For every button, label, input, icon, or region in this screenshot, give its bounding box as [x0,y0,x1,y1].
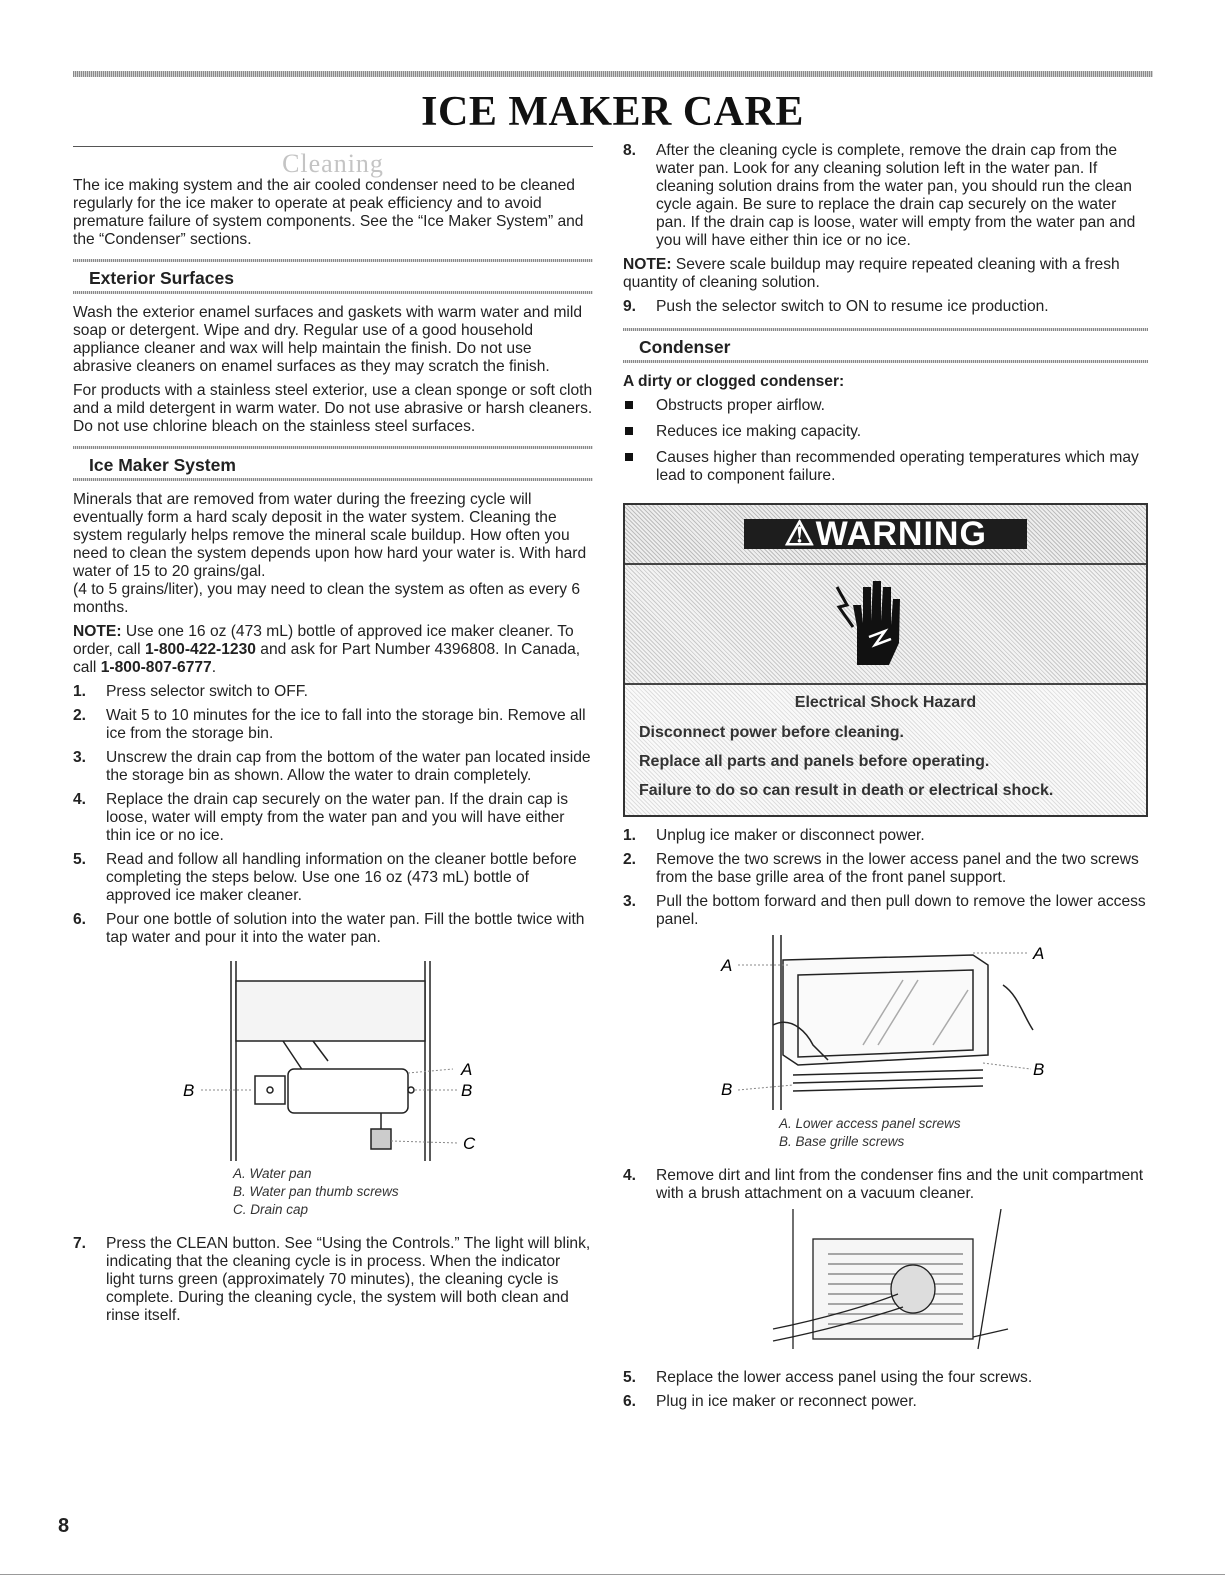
list-item [623,298,1148,316]
cleaning-steps-continued [73,1235,593,1325]
cleaning-intro: The ice making system and the air cooled condenser need to be cleaned regularly for the ice maker to operate at peak efficiency and to avoid premature failure of system components. See the “Ice Maker System” and the “Condenser” sections. [73,177,584,248]
warning-body [625,685,1146,815]
water-pan-figure [73,961,593,1163]
condenser-lead-text: A dirty or clogged condenser: [623,373,845,390]
step-number: 2. [623,851,637,868]
step-number: 5. [623,1369,637,1386]
step-text: Plug in ice maker or reconnect power. [656,1393,917,1410]
warning-title [744,515,1027,553]
exterior-surfaces-heading: Exterior Surfaces [89,268,234,288]
warning-header [625,505,1146,565]
list-item [73,1235,593,1325]
cleaning-steps-right [623,142,1148,250]
condenser-vacuum-figure [623,1209,1148,1359]
step-text: Press the CLEAN button. See “Using the Controls.” The light will blink, indicating that the cleaning cycle is in process. When the indicator light turns green (approximately 70 minutes), the cleaning cycle is complete. During the cleaning cycle, the system will both clean and rinse itself. [106,1235,591,1324]
condenser-lead [623,373,1148,391]
ice-maker-system-heading: Ice Maker System [89,455,236,475]
warning-title-text: WARNING [815,515,987,553]
warning-line: Replace all parts and panels before operating. [639,753,990,770]
step-text: Remove dirt and lint from the condenser fins and the unit compartment with a brush attachment on a vacuum cleaner. [656,1167,1144,1202]
list-item [623,1393,1148,1411]
note-label: NOTE: [73,623,122,640]
step-number: 4. [623,1167,637,1184]
step-number: 1. [623,827,637,844]
bullet-text: Obstructs proper airflow. [656,397,825,414]
condenser-vacuum-illustration [623,1209,1148,1359]
step-text: After the cleaning cycle is complete, remove the drain cap from the water pan. Look for any cleaning solution left in the water pan. If cleaning solution drains from the water pan, you should run the clean cycle again. Be sure to replace the drain cap securely on the water pan. If the drain cap is loose, water will empty from the water pan and you will have either thin ice or no ice. [656,142,1136,249]
step-number: 6. [73,911,87,928]
step-text: Read and follow all handling information on the cleaner bottle before completing the steps below. Use one 16 oz (473 mL) bottle of approved ice maker cleaner. [106,851,577,904]
access-panel-captions [623,1115,1148,1151]
condenser-bullets [623,397,1148,485]
caption: B. Water pan thumb screws [233,1184,399,1199]
exterior-paragraph-1: Wash the exterior enamel surfaces and gaskets with warm water and mild soap or detergent. Wipe and dry. Regular use of a good household appliance cleaner and wax will help maintain the finish. Do not use abrasive cleaners on enamel surfaces as they may scratch the finish. [73,304,583,375]
step-number: 6. [623,1393,637,1410]
condenser-steps-final [623,1369,1148,1411]
step-number: 2. [73,707,87,724]
access-panel-figure [623,935,1148,1115]
label-b-right: B [1033,1060,1045,1079]
list-item [73,791,593,845]
header-rule [73,71,1153,77]
caption: C. Drain cap [233,1202,309,1217]
step-text: Wait 5 to 10 minutes for the ice to fall into the storage bin. Remove all ice from the storage bin. [106,707,586,742]
step-number: 3. [623,893,637,910]
step-text: Remove the two screws in the lower access panel and the two screws from the base grille area of the front panel support. [656,851,1139,886]
step-text: Unplug ice maker or disconnect power. [656,827,925,844]
water-pan-illustration [73,961,593,1163]
step-number: 3. [73,749,87,766]
note-text-b: and ask for Part Number 4396808. In Canada, call [73,641,581,676]
list-item [73,911,593,947]
label-a-right: A [1033,944,1045,963]
step-number: 5. [73,851,87,868]
warning-box [623,503,1148,817]
note-text: Severe scale buildup may require repeated cleaning with a fresh quantity of cleaning solution. [623,256,1120,291]
subhead-rule [73,478,593,481]
list-item [623,423,1148,441]
cleaning-steps-list [73,683,593,947]
step-text: Press selector switch to OFF. [106,683,308,700]
subhead-rule [623,360,1148,363]
bullet [625,427,633,435]
label-a: A [461,1060,473,1079]
label-b-left: B [183,1081,195,1100]
system-note [73,623,593,677]
step-number: 4. [73,791,87,808]
list-item [73,683,593,701]
caption: A. Water pan [233,1166,312,1181]
left-column [73,142,593,1331]
water-pan-captions [73,1165,593,1219]
list-item [623,1167,1148,1203]
system-paragraph-1 [73,491,593,581]
list-item [623,1369,1148,1387]
hazard-title: Electrical Shock Hazard [794,694,977,711]
system-paragraph-1-text: Minerals that are removed from water during the freezing cycle will eventually form a hard scaly deposit in the water system. Cleaning the system regularly helps remove the mineral scale buildup. How often you need to clean the system depends upon how hard your water is. With hard water of 15 to 20 grains/gal. [73,491,587,580]
scale-note [623,256,1148,292]
step-text: Pull the bottom forward and then pull down to remove the lower access panel. [656,893,1146,928]
label-b-right: B [461,1081,473,1100]
list-item [73,851,593,905]
condenser-heading: Condenser [639,337,731,357]
step-text: Pour one bottle of solution into the water pan. Fill the bottle twice with tap water and pour it into the water pan. [106,911,585,946]
system-paragraph-2: (4 to 5 grains/liter), you may need to clean the system as often as every 6 months. [73,581,581,616]
label-c: C [463,1134,476,1153]
cleaning-heading: Cleaning [282,149,384,178]
subhead-rule [73,291,593,294]
caption: A. Lower access panel screws [779,1116,961,1131]
note-text-c: . [211,659,217,676]
bullet-text: Causes higher than recommended operating temperatures which may lead to component failure. [656,449,1139,484]
access-panel-illustration [623,935,1148,1115]
right-column [623,142,1148,1417]
exterior-paragraph-2: For products with a stainless steel exterior, use a clean sponge or soft cloth and a mild detergent in warm water. Do not use abrasive or harsh cleaners. Do not use chlorine bleach on the stainless steel surfaces. [73,382,593,435]
step-number: 8. [623,142,637,159]
warning-line: Disconnect power before cleaning. [639,724,904,741]
step-number: 9. [623,298,637,315]
phone-number-us: 1-800-422-1230 [144,641,256,658]
step-number: 7. [73,1235,87,1252]
cleaning-steps-right-2 [623,298,1148,316]
warning-line: Failure to do so can result in death or electrical shock. [639,782,1054,799]
step-text: Push the selector switch to ON to resume ice production. [656,298,1049,315]
list-item [623,827,1148,845]
page-number: 8 [58,1515,70,1537]
condenser-steps [623,827,1148,929]
phone-number-canada: 1-800-807-6777 [100,659,212,676]
step-number: 1. [73,683,87,700]
warning-illustration [625,565,1146,685]
list-item [623,397,1148,415]
list-item [623,449,1148,485]
label-a-left: A [721,956,733,975]
footer-rule [0,1574,1225,1575]
list-item [73,707,593,743]
bullet [625,401,633,409]
bullet [625,453,633,461]
note-label: NOTE: [623,256,672,273]
section-rule [73,146,593,147]
list-item [623,893,1148,929]
page-title: ICE MAKER CARE [421,89,804,135]
electrical-shock-hand-icon [625,565,1146,683]
list-item [73,749,593,785]
warning-triangle-icon: ⚠ [784,515,816,553]
label-b-left: B [721,1080,733,1099]
step-text: Replace the lower access panel using the four screws. [656,1369,1033,1386]
bullet-text: Reduces ice making capacity. [656,423,862,440]
caption: B. Base grille screws [779,1134,905,1149]
list-item [623,142,1148,250]
note-text-a: Use one 16 oz (473 mL) bottle of approved ice maker cleaner. To order, call [73,623,574,658]
list-item [623,851,1148,887]
step-text: Unscrew the drain cap from the bottom of the water pan located inside the storage bin as shown. Allow the water to drain completely. [106,749,591,784]
condenser-steps-continued [623,1167,1148,1203]
step-text: Replace the drain cap securely on the water pan. If the drain cap is loose, water will empty from the water pan and you will have either thin ice or no ice. [106,791,569,844]
